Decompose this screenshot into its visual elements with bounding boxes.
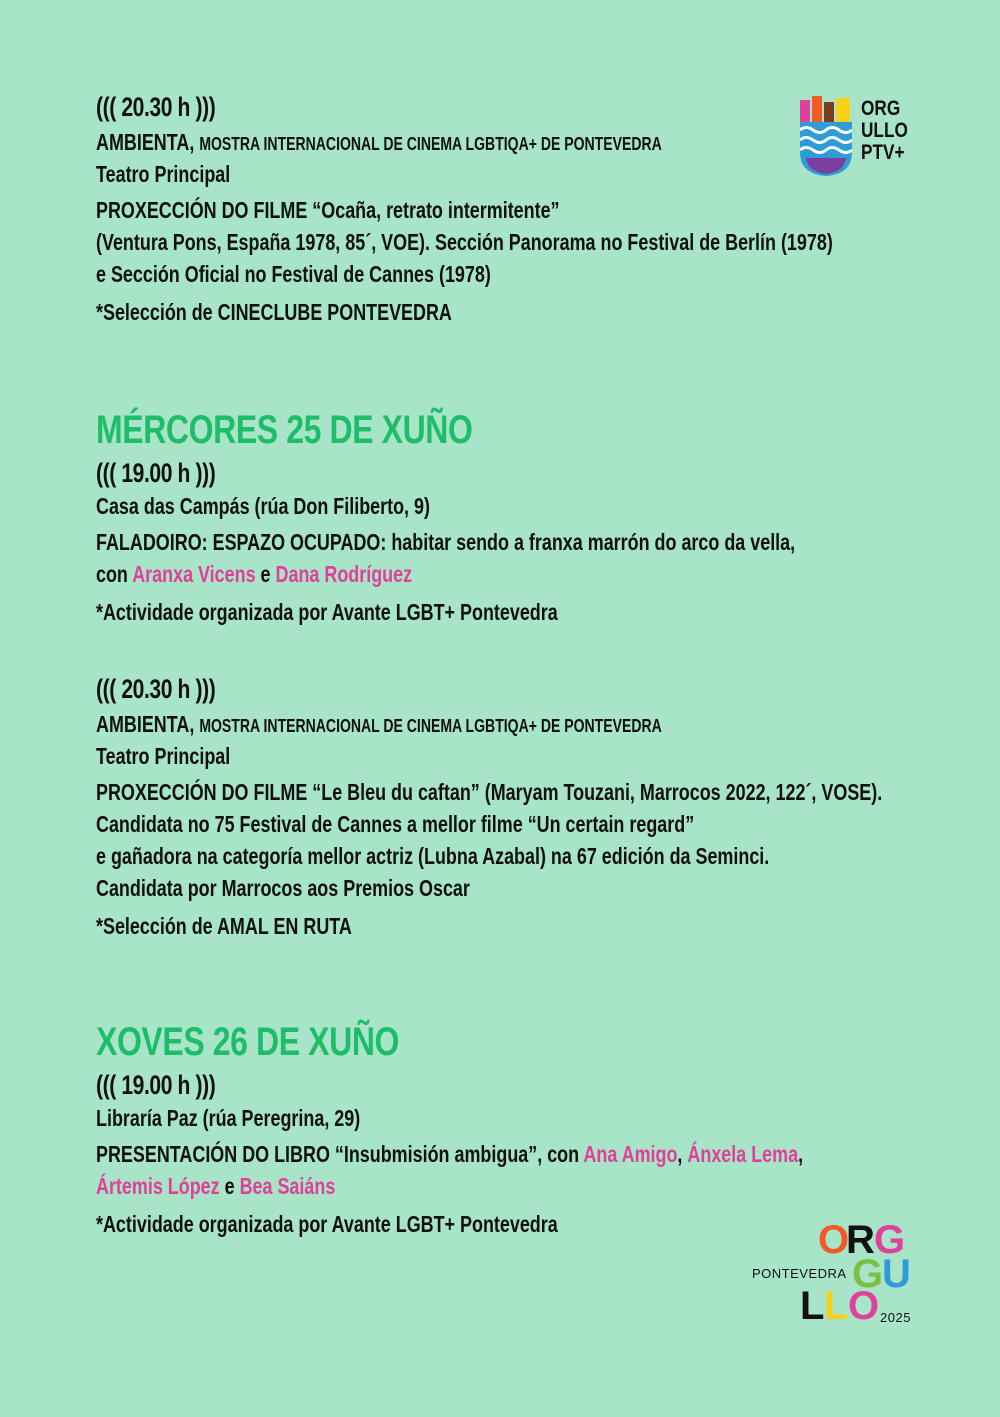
participant-name: Dana Rodríguez [275, 561, 413, 587]
description-text: PRESENTACIÓN DO LIBRO “Insubmisión ambigua”, con [96, 1141, 584, 1167]
event-description-line: Candidata por Marrocos aos Premios Oscar [96, 875, 470, 901]
participant-name: Ana Amigo [583, 1141, 678, 1167]
event-description-line: Candidata no 75 Festival de Cannes a mellor filme “Un certain regard” [96, 811, 695, 837]
ambienta-label: AMBIENTA, [96, 129, 195, 155]
logo-letter: G [852, 1252, 884, 1296]
logo-city: PONTEVEDRA [752, 1266, 847, 1281]
event-venue: Teatro Principal [96, 161, 231, 187]
event-note: *Actividade organizada por Avante LGBT+ Pontevedra [96, 599, 558, 625]
event-description-line: (Ventura Pons, España 1978, 85´, VOE). Sección Panorama no Festival de Berlín (1978) [96, 229, 833, 255]
separator-text: , [798, 1141, 804, 1167]
event-faladoiro [96, 458, 992, 627]
orgullo-pontevedra-2025-logo [752, 1220, 922, 1330]
event-description-line: e Sección Oficial no Festival de Cannes (1978) [96, 261, 491, 287]
and-text: e [219, 1173, 240, 1199]
ambienta-label: AMBIENTA, [96, 711, 195, 737]
event-note: *Selección de CINECLUBE PONTEVEDRA [96, 299, 452, 325]
event-time: ((( 20.30 h ))) [96, 674, 216, 704]
event-venue: Libraría Paz (rúa Peregrina, 29) [96, 1105, 361, 1131]
event-participants [96, 559, 795, 589]
event-note: *Actividade organizada por Avante LGBT+ Pontevedra [96, 1211, 558, 1237]
logo-letter: G [874, 1218, 906, 1262]
participant-name: Aranxa Vicens [132, 561, 256, 587]
and-text: e [255, 561, 276, 587]
logo-letter: O [848, 1284, 880, 1328]
event-participants [96, 1171, 803, 1201]
logo-letter: O [818, 1218, 850, 1262]
logo-year: 2025 [880, 1310, 911, 1325]
con-text: con [96, 561, 133, 587]
logo-line: PTV+ [861, 141, 905, 164]
event-ambienta-caftan [96, 674, 1000, 941]
logo-line: ORG [861, 97, 901, 120]
participant-name: Ártemis López [96, 1173, 220, 1199]
ambienta-subtitle: MOSTRA INTERNACIONAL DE CINEMA LGBTIQA+ DE PONTEVEDRA [199, 134, 662, 154]
logo-letter: U [882, 1252, 911, 1296]
event-description-line: PROXECCIÓN DO FILME “Le Bleu du caftan” (Maryam Touzani, Marrocos 2022, 122´, VOSE). [96, 779, 883, 805]
event-note: *Selección de AMAL EN RUTA [96, 913, 352, 939]
event-book-presentation [96, 1070, 1000, 1239]
logo-letter: R [846, 1218, 875, 1262]
event-description-line: FALADOIRO: ESPAZO OCUPADO: habitar sendo a franxa marrón do arco da vella, [96, 529, 796, 555]
day-heading: XOVES 26 DE XUÑO [96, 1020, 400, 1064]
ambienta-subtitle: MOSTRA INTERNACIONAL DE CINEMA LGBTIQA+ DE PONTEVEDRA [199, 716, 662, 736]
event-venue: Teatro Principal [96, 743, 231, 769]
logo-line: ULLO [861, 119, 908, 142]
event-description-line: e gañadora na categoría mellor actriz (Lubna Azabal) na 67 edición da Seminci. [96, 843, 770, 869]
event-organizer [96, 127, 833, 159]
event-ambienta-ocana [96, 92, 1000, 327]
participant-name: Ánxela Lema [687, 1141, 799, 1167]
event-venue: Casa das Campás (rúa Don Filiberto, 9) [96, 493, 430, 519]
event-time: ((( 19.00 h ))) [96, 1070, 216, 1100]
event-description-line: PROXECCIÓN DO FILME “Ocaña, retrato intermitente” [96, 197, 560, 223]
logo-letter: L [824, 1284, 849, 1328]
event-description-line [96, 1139, 803, 1169]
event-time: ((( 20.30 h ))) [96, 92, 216, 122]
event-time: ((( 19.00 h ))) [96, 458, 216, 488]
participant-name: Bea Saiáns [239, 1173, 336, 1199]
logo-letter: L [800, 1284, 825, 1328]
event-organizer [96, 709, 882, 741]
day-heading: MÉRCORES 25 DE XUÑO [96, 408, 473, 452]
separator-text: , [677, 1141, 688, 1167]
